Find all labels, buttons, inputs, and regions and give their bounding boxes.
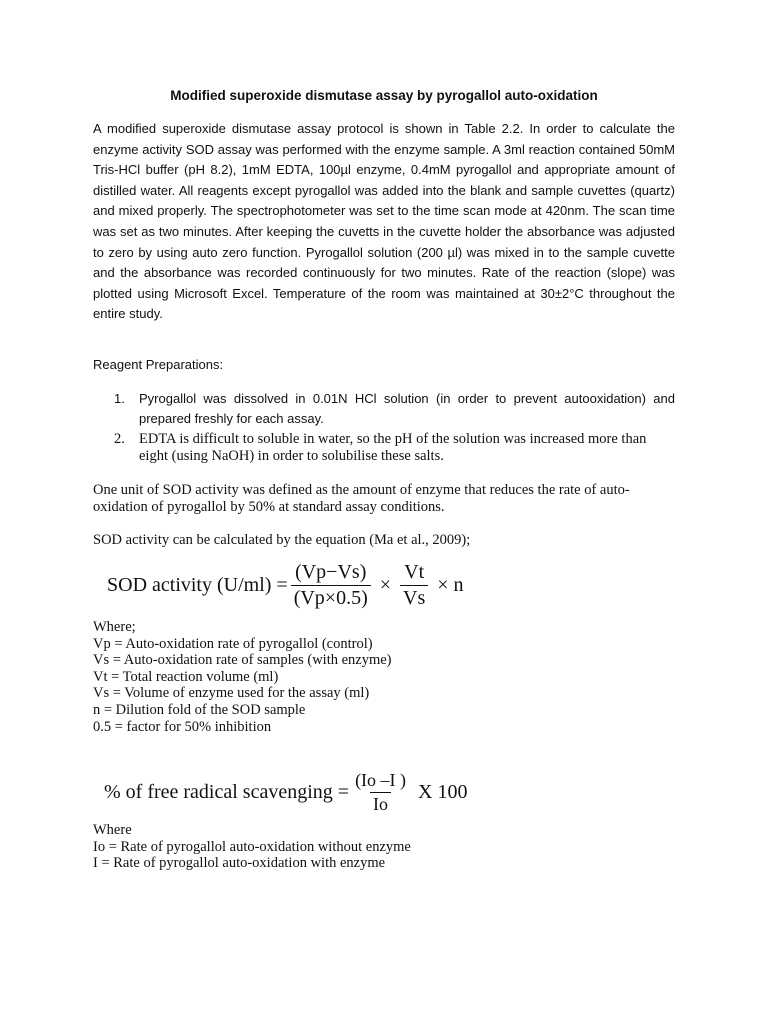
definition-line: Vt = Total reaction volume (ml)	[93, 668, 279, 685]
fraction-inhibition	[352, 770, 409, 815]
list-text: Pyrogallol was dissolved in 0.01N HCl solution (in order to prevent autooxidation) and prepared freshly for each assay.	[139, 391, 675, 426]
equation-lhs: SOD activity (U/ml) =	[107, 573, 288, 596]
definition-line: Where;	[93, 619, 136, 635]
times-operator: ×	[379, 573, 392, 596]
definition-line: Io = Rate of pyrogallol auto-oxidation without enzyme	[93, 838, 411, 855]
equation-lhs: % of free radical scavenging =	[104, 780, 350, 803]
fraction-numerator: (Io –I )	[355, 769, 407, 790]
scavenging-definitions	[93, 822, 411, 872]
list-number: 2.	[114, 431, 125, 447]
times-n: × n	[437, 573, 464, 596]
fraction-denominator: (Vp×0.5)	[291, 585, 371, 610]
fraction-volume	[400, 561, 428, 610]
reagent-list-item	[114, 389, 675, 429]
list-text: EDTA is difficult to soluble in water, so the pH of the solution was increased more than eight (using NaOH) in order to solubilise these salts.	[139, 431, 647, 464]
definition-line: I = Rate of pyrogallol auto-oxidation with enzyme	[93, 855, 386, 872]
equation-rhs: X 100	[418, 780, 468, 803]
variable-definitions	[93, 619, 392, 735]
definition-line: 0.5 = factor for 50% inhibition	[93, 718, 272, 735]
unit-definition: One unit of SOD activity was defined as the amount of enzyme that reduces the rate of auto-oxidation of pyrogallol by 50% at standard assay conditions.	[93, 482, 630, 515]
sod-activity-equation	[107, 560, 470, 610]
list-number: 1.	[114, 391, 125, 406]
definition-line: n = Dilution fold of the SOD sample	[93, 701, 306, 718]
definition-line: Vs = Auto-oxidation rate of samples (with enzyme)	[93, 652, 392, 669]
fraction-rate	[291, 561, 371, 610]
calc-intro: SOD activity can be calculated by the equation (Ma et al., 2009);	[93, 532, 471, 548]
document-title: Modified superoxide dismutase assay by pyrogallol auto-oxidation	[170, 88, 598, 103]
intro-paragraph: A modified superoxide dismutase assay protocol is shown in Table 2.2. In order to calculate the enzyme activity SOD assay was performed with the enzyme sample. A 3ml reaction contained 50mM Tris-HCl buffer (pH 8.2), 1mM EDTA, 100µl enzyme, 0.4mM pyrogallol and appropriate amount of distilled water. All reagents except pyrogallol was added into the blank and sample cuvettes (quartz) and mixed properly. The spectrophotometer was set to the time scan mode at 420nm. The scan time was set as two minutes. After keeping the cuvetts in the cuvette holder the absorbance was adjusted to zero by using auto zero function. Pyrogallol solution (200 µl) was mixed in to the sample cuvette and the absorbance was recorded continuously for two minutes. Rate of the reaction (slope) was plotted using Microsoft Excel. Temperature of the room was maintained at 30±2°C throughout the entire study.	[93, 121, 675, 322]
reagent-heading: Reagent Preparations:	[93, 357, 224, 372]
reagent-list-item	[114, 431, 675, 465]
definition-line: Vp = Auto-oxidation rate of pyrogallol (control)	[93, 635, 373, 652]
fraction-numerator: Vt	[404, 560, 425, 583]
fraction-numerator: (Vp−Vs)	[295, 560, 367, 583]
definition-line: Where	[93, 822, 132, 838]
definition-line: Vs = Volume of enzyme used for the assay (ml)	[93, 685, 370, 702]
fraction-denominator: Io	[370, 792, 391, 815]
fraction-denominator: Vs	[400, 585, 428, 610]
scavenging-equation	[104, 766, 474, 818]
